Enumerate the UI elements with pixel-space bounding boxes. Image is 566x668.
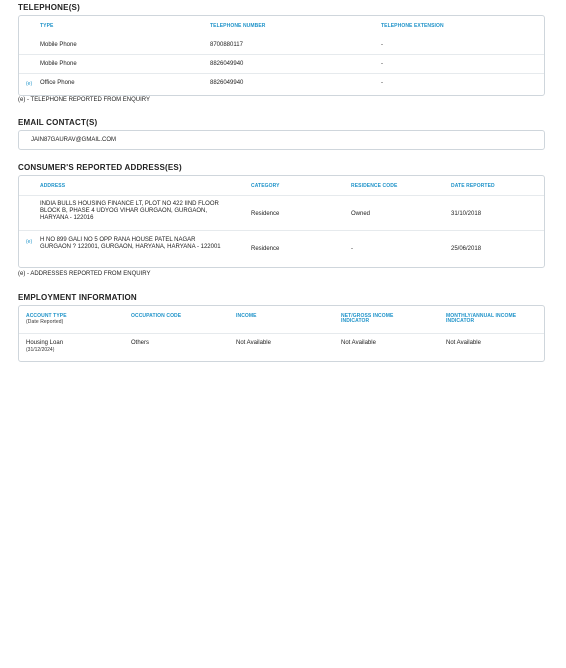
header-account-type-sub: (Date Reported) [26, 319, 64, 325]
header-occupation-code: OCCUPATION CODE [131, 313, 182, 319]
addresses-table [18, 175, 545, 268]
header-divider [19, 333, 544, 334]
phone-extension: - [381, 61, 383, 67]
address-date: 25/06/2018 [451, 246, 482, 252]
header-income: INCOME [236, 313, 257, 319]
addresses-title: CONSUMER'S REPORTED ADDRESS(ES) [18, 163, 182, 172]
header-account-type [26, 314, 67, 325]
row-divider [19, 230, 544, 231]
header-telephone-number: TELEPHONE NUMBER [210, 23, 266, 29]
addresses-note: (e) - ADDRESSES REPORTED FROM ENQUIRY [18, 271, 151, 277]
header-type: TYPE [40, 23, 54, 29]
employment-table [18, 305, 545, 362]
header-date-reported: DATE REPORTED [451, 183, 495, 189]
employment-account-type-label: Housing Loan [26, 340, 64, 346]
row-divider [19, 73, 544, 74]
employment-date-reported: (31/12/2024) [26, 347, 55, 353]
header-address: ADDRESS [40, 183, 66, 189]
employment-income: Not Available [236, 340, 271, 346]
header-telephone-extension: TELEPHONE EXTENSION [381, 23, 444, 29]
address-residence-code: Owned [351, 211, 371, 217]
header-net-gross-indicator: NET/GROSS INCOME INDICATOR [341, 313, 394, 324]
address-text: INDIA BULLS HOUSING FINANCE LT, PLOT NO 422 IIND FLOOR BLOCK B, PHASE 4 UDYOG VIHAR GURGAON, GURGAON, HARYANA - 122016 [40, 201, 219, 221]
phone-number: 8826049940 [210, 80, 244, 86]
address-category: Residence [251, 246, 280, 252]
header-category: CATEGORY [251, 183, 280, 189]
header-residence-code: RESIDENCE CODE [351, 183, 398, 189]
employment-occupation: Others [131, 340, 150, 346]
employment-net-gross: Not Available [341, 340, 376, 346]
telephones-title: TELEPHONE(S) [18, 3, 80, 12]
phone-type: Office Phone [40, 80, 75, 86]
phone-type: Mobile Phone [40, 42, 77, 48]
phone-extension: - [381, 80, 383, 86]
header-divider [19, 195, 544, 196]
header-account-type-label: ACCOUNT TYPE [26, 313, 67, 319]
phone-number: 8826049940 [210, 61, 244, 67]
address-date: 31/10/2018 [451, 211, 482, 217]
address-text: H NO 899 GALI NO 5 OPP RANA HOUSE PATEL NAGAR GURGAON ? 122001, GURGAON, HARYANA, HARYANA - 122001 [40, 237, 221, 250]
row-divider [19, 54, 544, 55]
phone-extension: - [381, 42, 383, 48]
address-residence-code: - [351, 246, 353, 252]
enquiry-marker: (e) [26, 239, 33, 245]
employment-account-type [26, 340, 63, 354]
telephones-table [18, 15, 545, 96]
address-category: Residence [251, 211, 280, 217]
header-monthly-annual-indicator: MONTHLY/ANNUAL INCOME INDICATOR [446, 313, 517, 324]
telephones-note: (e) - TELEPHONE REPORTED FROM ENQUIRY [18, 97, 151, 103]
phone-number: 8700880117 [210, 42, 243, 48]
email-address: JAIN87GAURAV@GMAIL.COM [31, 137, 116, 143]
enquiry-marker: (e) [26, 81, 33, 87]
phone-type: Mobile Phone [40, 61, 77, 67]
emails-title: EMAIL CONTACT(S) [18, 118, 98, 127]
employment-monthly-annual: Not Available [446, 340, 481, 346]
employment-title: EMPLOYMENT INFORMATION [18, 293, 137, 302]
emails-box [18, 130, 545, 150]
